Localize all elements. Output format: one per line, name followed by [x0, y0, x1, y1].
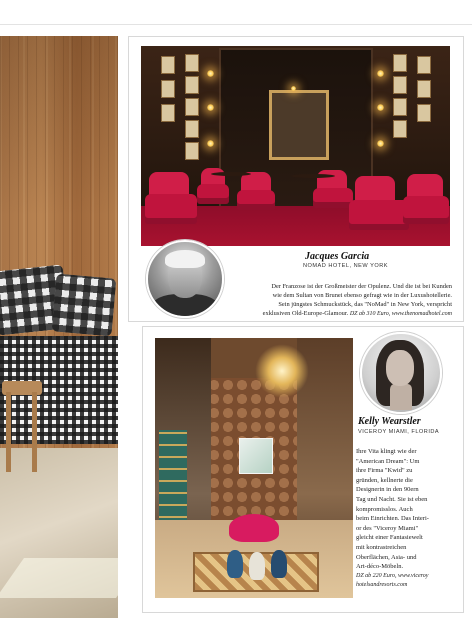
- kelly-wearstler-portrait: [360, 332, 442, 414]
- garcia-text-line: exklusiven Old-Europe-Glamour.: [262, 310, 349, 317]
- wearstler-price: DZ ab 220 Euro, www.viceroy: [356, 572, 429, 579]
- wearstler-text-line: kompromisslos. Auch: [356, 505, 413, 513]
- viceroy-miami-photo: [155, 338, 353, 598]
- garcia-text: [228, 282, 452, 319]
- wearstler-name: Kelly Wearstler: [358, 416, 421, 427]
- wearstler-text-line: gleicht einer Fantasiewelt: [356, 534, 423, 542]
- wearstler-text-line: beim Einrichten. Das Interi-: [356, 515, 429, 523]
- wearstler-text-line: or des "Viceroy Miami": [356, 524, 419, 532]
- wearstler-text-line: Art-déco-Möbeln.: [356, 563, 404, 571]
- garcia-hotel: NOMAD HOTEL, NEW YORK: [303, 263, 388, 269]
- wearstler-text-line: gründen, kellnerte die: [356, 476, 413, 484]
- wearstler-text-line: mit kontrastreichen: [356, 543, 407, 551]
- wearstler-hotel: VICEROY MIAMI, FLORIDA: [358, 429, 440, 435]
- wall-art: [239, 438, 273, 474]
- framed-painting: [269, 90, 329, 160]
- wearstler-text-line: Oberflächen, Asia- und: [356, 553, 417, 561]
- nomad-hotel-photo: [141, 46, 450, 246]
- wearstler-text-line: Tag und Nacht. Sie ist eben: [356, 495, 428, 503]
- top-rule: [0, 24, 472, 25]
- garcia-name: Jacques Garcia: [305, 251, 370, 262]
- wearstler-text: [356, 447, 458, 591]
- wearstler-text-line: ihre Firma "Kwid" zu: [356, 467, 413, 475]
- checkered-cushion: [52, 273, 117, 336]
- garcia-text-line: wie dem Sultan von Brunei ebenso gefragt wie in der Luxushotellerie.: [272, 292, 452, 299]
- garcia-text-line: Der Franzose ist der Großmeister der Opulenz. Und die ist bei Kunden: [271, 283, 452, 290]
- jacques-garcia-portrait: [146, 240, 224, 318]
- garcia-text-line: Sein jüngstes Schmuckstück, das "NoMad" in New York, verspricht: [278, 301, 452, 308]
- chandelier: [255, 344, 309, 398]
- pink-chair: [229, 514, 279, 542]
- wearstler-text-line: Ihre Vita klingt wie der: [356, 448, 417, 455]
- wearstler-text-line: "American Dream": Um: [356, 457, 420, 465]
- wearstler-text-line: Designerin in den 90ern: [356, 486, 419, 494]
- cabin-interior-photo: [0, 36, 118, 618]
- wearstler-price: hotelsandresorts.com: [356, 582, 408, 589]
- garcia-price: DZ ab 310 Euro, www.thenomadhotel.com: [349, 311, 452, 317]
